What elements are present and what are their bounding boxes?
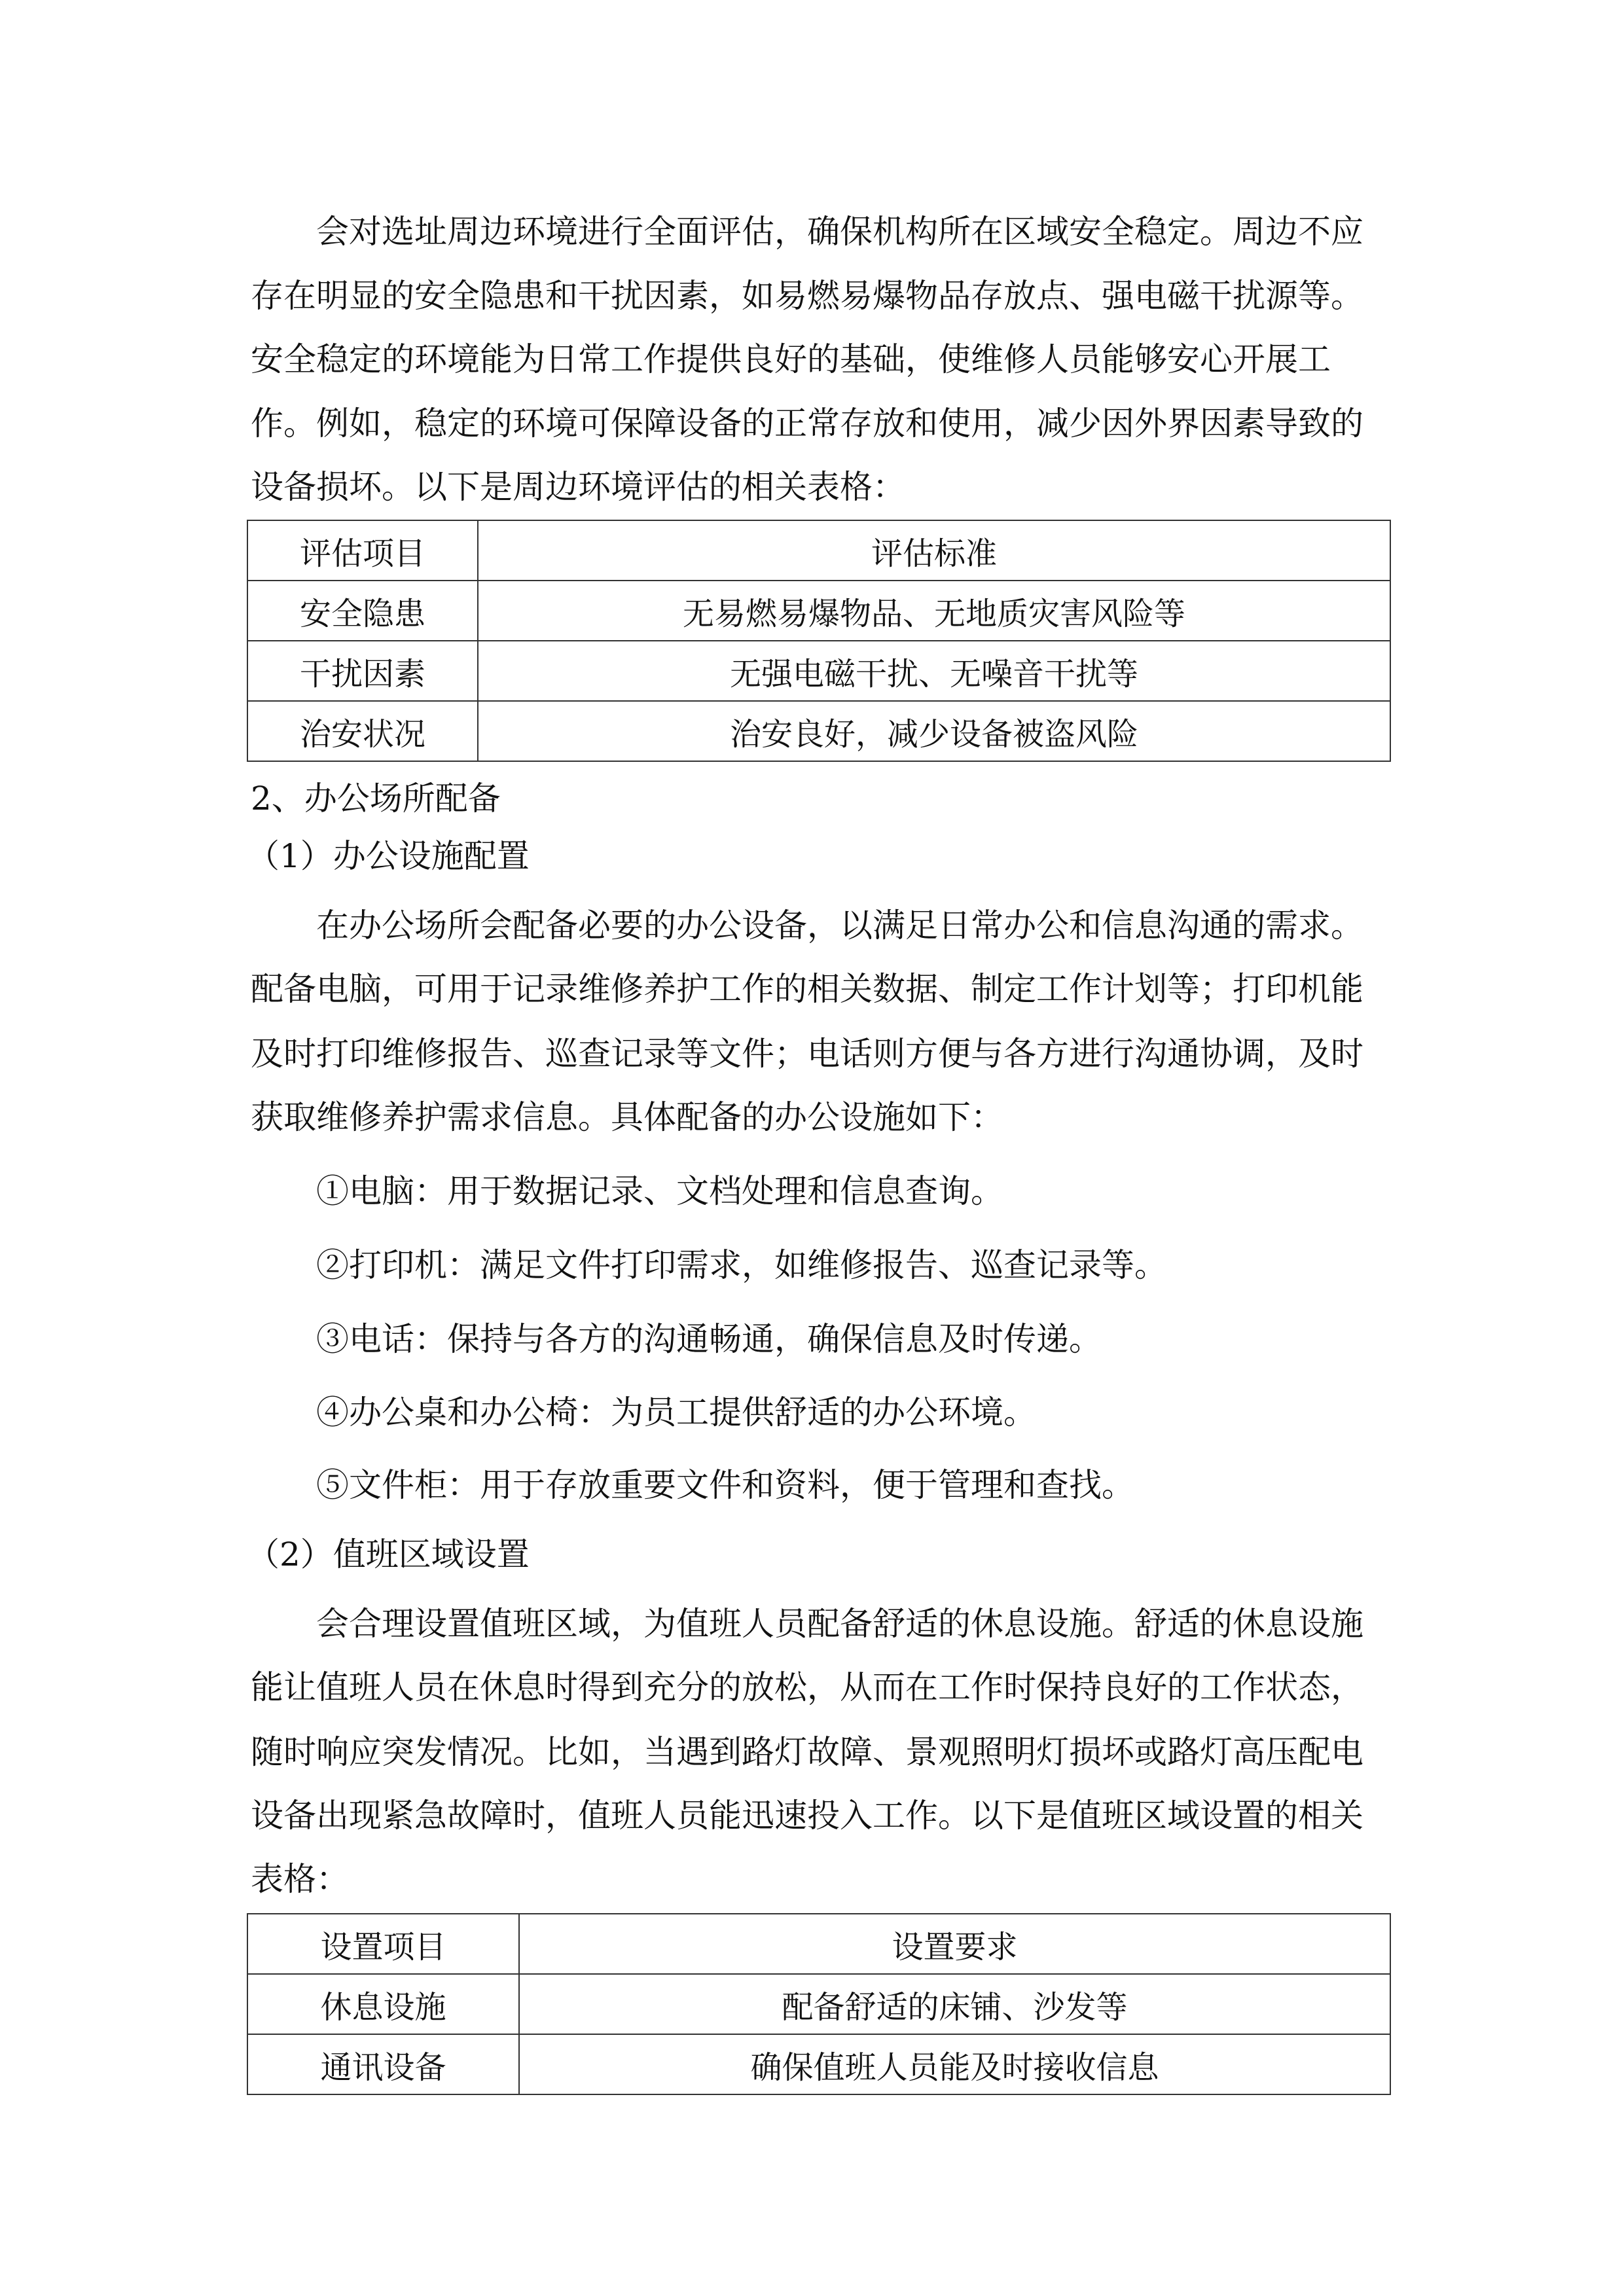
- table-header: 设置项目: [247, 1914, 519, 1974]
- table-row: [247, 581, 1390, 641]
- table-cell: 干扰因素: [247, 641, 478, 701]
- subsection-heading: （2）值班区域设置: [247, 1535, 530, 1573]
- table-header: 评估项目: [247, 520, 478, 581]
- paragraph-line: 安全稳定的环境能为日常工作提供良好的基础，使维修人员能够安心开展工: [251, 340, 1331, 378]
- section-heading: 2、办公场所配备: [251, 780, 501, 817]
- paragraph-line: 作。例如，稳定的环境可保障设备的正常存放和使用，减少因外界因素导致的: [251, 404, 1363, 442]
- paragraph-line: 设备损坏。以下是周边环境评估的相关表格：: [251, 468, 905, 506]
- table-cell: 治安良好，减少设备被盗风险: [478, 701, 1390, 761]
- table-cell: 配备舒适的床铺、沙发等: [519, 1974, 1390, 2034]
- list-item: ①电脑：用于数据记录、文档处理和信息查询。: [316, 1172, 1003, 1210]
- paragraph-line: 设备出现紧急故障时，值班人员能迅速投入工作。以下是值班区域设置的相关: [251, 1797, 1363, 1835]
- paragraph-line: 能让值班人员在休息时得到充分的放松，从而在工作时保持良好的工作状态，: [251, 1668, 1363, 1706]
- table-row: [247, 701, 1390, 761]
- table-header: 设置要求: [519, 1914, 1390, 1974]
- table-cell: 确保值班人员能及时接收信息: [519, 2034, 1390, 2094]
- table-row: [247, 2034, 1390, 2094]
- list-item: ③电话：保持与各方的沟通畅通，确保信息及时传递。: [316, 1320, 1102, 1358]
- table-cell: 无易燃易爆物品、无地质灾害风险等: [478, 581, 1390, 641]
- table-row: [247, 1974, 1390, 2034]
- table-header-row: [247, 1914, 1390, 1974]
- duty-area-table: [247, 1913, 1391, 2095]
- list-item: ④办公桌和办公椅：为员工提供舒适的办公环境。: [316, 1393, 1036, 1431]
- table-header: 评估标准: [478, 520, 1390, 581]
- paragraph-line: 会对选址周边环境进行全面评估，确保机构所在区域安全稳定。周边不应: [316, 213, 1363, 251]
- table-header-row: [247, 520, 1390, 581]
- table-row: [247, 641, 1390, 701]
- paragraph-line: 配备电脑，可用于记录维修养护工作的相关数据、制定工作计划等；打印机能: [251, 970, 1363, 1008]
- paragraph-line: 会合理设置值班区域，为值班人员配备舒适的休息设施。舒适的休息设施: [316, 1605, 1363, 1643]
- paragraph-line: 随时响应突发情况。比如，当遇到路灯故障、景观照明灯损坏或路灯高压配电: [251, 1733, 1363, 1771]
- paragraph-line: 表格：: [251, 1860, 349, 1898]
- paragraph-line: 及时打印维修报告、巡查记录等文件；电话则方便与各方进行沟通协调，及时: [251, 1035, 1363, 1073]
- environment-assessment-table: [247, 520, 1391, 762]
- paragraph-line: 存在明显的安全隐患和干扰因素，如易燃易爆物品存放点、强电磁干扰源等。: [251, 277, 1363, 315]
- paragraph-line: 获取维修养护需求信息。具体配备的办公设施如下：: [251, 1098, 1003, 1136]
- list-item: ②打印机：满足文件打印需求，如维修报告、巡查记录等。: [316, 1246, 1167, 1284]
- paragraph-line: 在办公场所会配备必要的办公设备，以满足日常办公和信息沟通的需求。: [316, 906, 1363, 944]
- subsection-heading: （1）办公设施配置: [247, 837, 530, 875]
- list-item: ⑤文件柜：用于存放重要文件和资料，便于管理和查找。: [316, 1466, 1134, 1504]
- table-cell: 无强电磁干扰、无噪音干扰等: [478, 641, 1390, 701]
- table-cell: 通讯设备: [247, 2034, 519, 2094]
- table-cell: 治安状况: [247, 701, 478, 761]
- table-cell: 安全隐患: [247, 581, 478, 641]
- table-cell: 休息设施: [247, 1974, 519, 2034]
